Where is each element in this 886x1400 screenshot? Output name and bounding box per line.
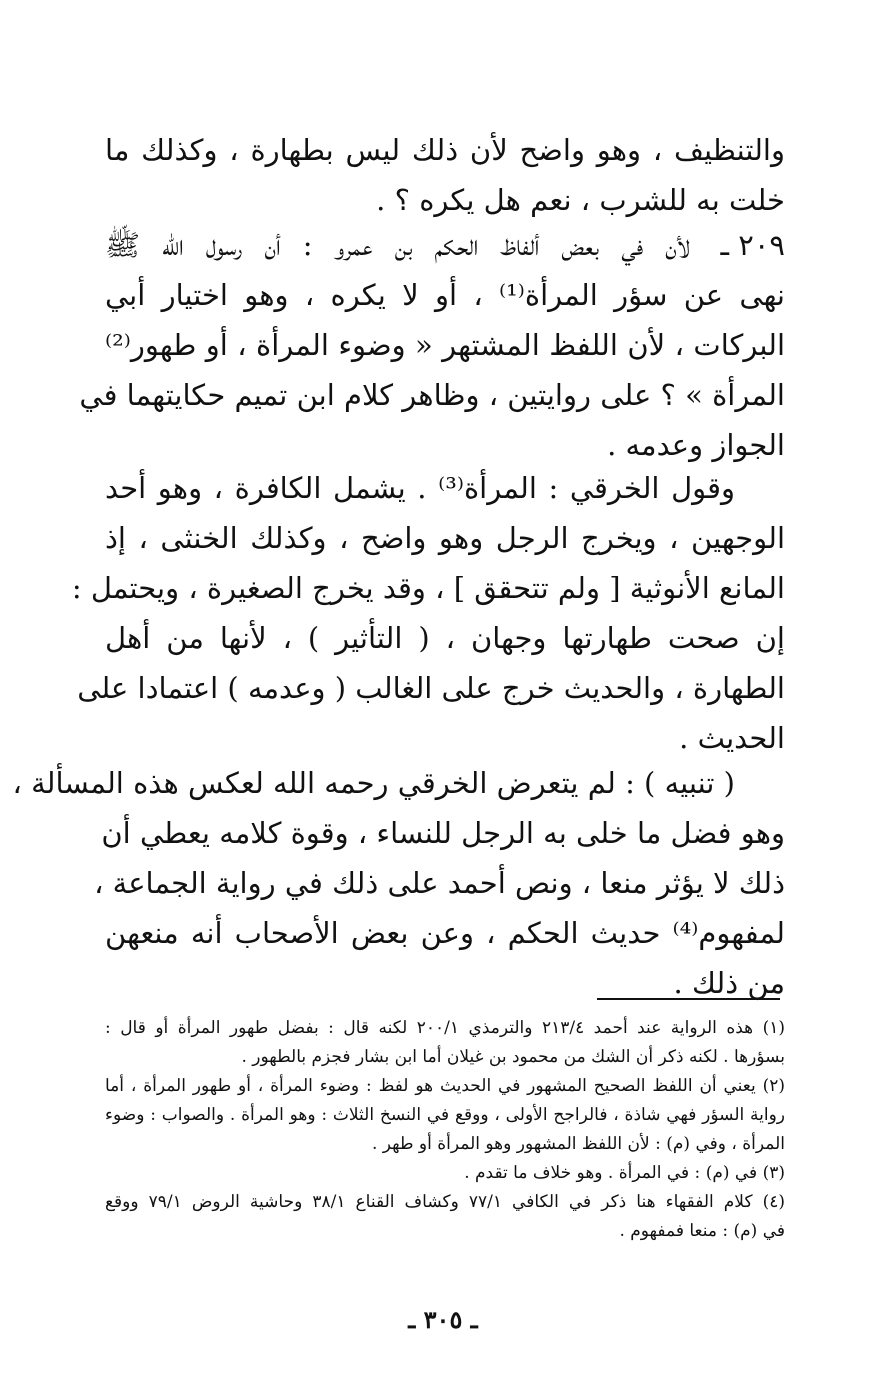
paragraph-tanbih (12, 758, 785, 1008)
entry-number: ٢٠٩ ـ (720, 228, 785, 262)
text-line: من ذلك . (673, 966, 785, 1000)
paragraph-continuation (105, 125, 785, 225)
text-line: الجواز وعدمه . (607, 428, 785, 462)
text-line: نهى عن سؤر المرأة⁽¹⁾ ، أو لا يكره ، وهو اختيار أبي (105, 278, 786, 312)
text-line: إن صحت طهارتها وجهان ، ( التأثير ) ، لأنها من أهل (105, 621, 785, 655)
footnote-line: (٢) يعني أن اللفظ الصحيح المشهور في الحديث هو لفظ : وضوء المرأة ، أو طهور المرأة ، أما (105, 1076, 785, 1096)
footnote-divider (597, 998, 780, 1000)
entry-209 (105, 220, 785, 270)
text-line: خلت به للشرب ، نعم هل يكره ؟ . (376, 183, 785, 217)
paragraph-khiraqi (71, 463, 785, 763)
text-line: المرأة » ؟ على روايتين ، وظاهر كلام ابن تميم حكايتهما في (79, 378, 785, 412)
page-number: ـ ٣٠٥ ـ (408, 1305, 478, 1334)
text-line: والتنظيف ، وهو واضح لأن ذلك ليس بطهارة ، وكذلك ما (105, 133, 785, 167)
text-line: لأن في بعض ألفاظ الحكم بن عمرو : أن رسول الله ﷺ (105, 228, 690, 262)
footnote-line: (٤) كلام الفقهاء هنا ذكر في الكافي ٧٧/١ وكشاف القناع ٣٨/١ وحاشية الروض ٧٩/١ ووقع (105, 1192, 785, 1212)
footnote-line: (١) هذه الرواية عند أحمد ٢١٣/٤ والترمذي ٢٠٠/١ لكنه قال : بفضل طهور المرأة أو قال : (105, 1018, 786, 1038)
text-line: وقول الخرقي : المرأة⁽³⁾ . يشمل الكافرة ، وهو أحد (105, 471, 736, 505)
text-line: ذلك لا يؤثر منعا ، ونص أحمد على ذلك في رواية الجماعة ، (94, 866, 785, 900)
footnote-line: رواية السؤر فهي شاذة ، فالراجح الأولى ، ووقع في النسخ الثلاث : وهو المرأة . والصواب : وضوء (105, 1105, 785, 1125)
text-line: ( تنبيه ) : لم يتعرض الخرقي رحمه الله لعكس هذه المسألة ، (12, 766, 735, 800)
text-line: المانع الأنوثية [ ولم تتحقق ] ، وقد يخرج الصغيرة ، ويحتمل : (71, 571, 785, 605)
footnote-line: في (م) : منعا فمفهوم . (619, 1221, 785, 1241)
text-line: لمفهوم⁽⁴⁾ حديث الحكم ، وعن بعض الأصحاب أنه منعهن (105, 916, 785, 950)
entry-209-body (79, 270, 786, 470)
footnote-line: (٣) في (م) : في المرأة . وهو خلاف ما تقدم . (464, 1163, 785, 1183)
text-line: الطهارة ، والحديث خرج على الغالب ( وعدمه ) اعتمادا على (77, 671, 785, 705)
footnote-line: المرأة ، وفي (م) : لأن اللفظ المشهور وهو المرأة أو طهر . (371, 1134, 785, 1154)
text-line: وهو فضل ما خلى به الرجل للنساء ، وقوة كلامه يعطي أن (101, 816, 785, 850)
text-line: الحديث . (679, 721, 785, 755)
footnotes (105, 1014, 785, 1246)
footnote-line: بسؤرها . لكنه ذكر أن الشك من محمود بن غيلان أما ابن بشار فجزم بالطهور . (241, 1047, 785, 1067)
text-line: الوجهين ، ويخرج الرجل وهو واضح ، وكذلك الخنثى ، إذ (105, 521, 785, 555)
text-line: البركات ، لأن اللفظ المشتهر « وضوء المرأة ، أو طهور⁽²⁾ (105, 328, 785, 362)
